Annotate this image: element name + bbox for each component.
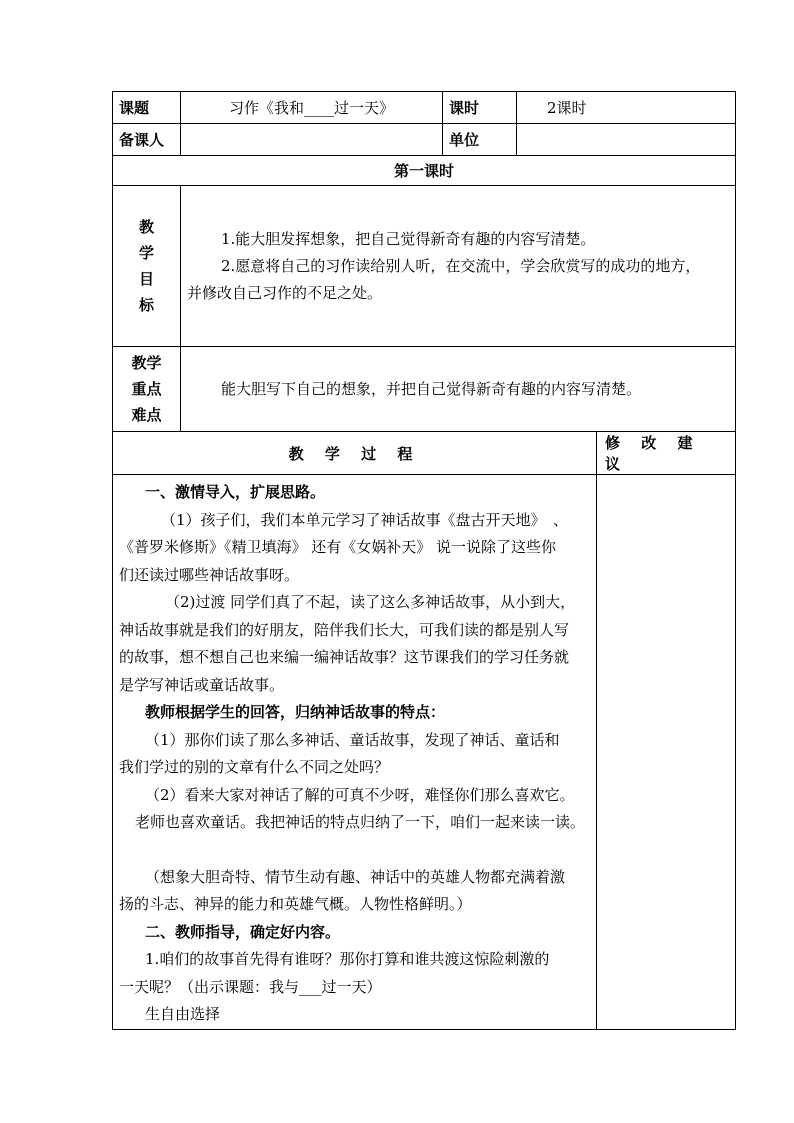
process-line: （1）孩子们，我们本单元学习了神话故事《盘古开天地》 、	[161, 510, 569, 529]
blank-line	[119, 837, 590, 864]
process-line: 是学写神话或童话故事。	[119, 675, 285, 694]
process-content	[113, 475, 597, 1030]
topic-value: 习作《我和____过一天》	[181, 92, 443, 124]
process-line: （2)过渡 同学们真了不起，读了这么多神话故事，从小到大，	[165, 593, 576, 611]
section-title-row	[113, 156, 736, 186]
objectives-label: 教 学 目 标	[113, 186, 181, 347]
hours-value: 2课时	[517, 92, 736, 124]
process-line: （想象大胆奇特、情节生动有趣、神话中的英雄人物都充满着激	[145, 867, 566, 886]
process-line: 生自由选择	[145, 1005, 221, 1023]
process-line: 的故事，想不想自己也来编一编神话故事？这节课我们的学习任务就	[119, 648, 570, 666]
process-line: 神话故事就是我们的好朋友，陪伴我们长大，可我们读的都是别人写	[119, 620, 570, 639]
process-heading-2: 二、教师指导，确定好内容。	[145, 922, 341, 941]
process-row	[113, 475, 736, 1030]
preparer-row	[113, 124, 736, 156]
section-title: 第一课时	[113, 156, 736, 186]
lesson-plan-table	[112, 91, 736, 1030]
process-line: 我们学过的别的文章有什么不同之处吗？	[119, 758, 390, 776]
process-line: 们还读过哪些神话故事呀。	[119, 565, 300, 584]
objective-2-cont: 并修改自己习作的不足之处。	[187, 283, 383, 302]
key-points-label: 教学 重点 难点	[113, 347, 181, 432]
revision-content	[597, 475, 736, 1030]
process-line: 1.咱们的故事首先得有谁呀？那你打算和谁共渡这惊险刺激的	[145, 950, 550, 968]
objective-1: 1.能大胆发挥想象，把自己觉得新奇有趣的内容写清楚。	[221, 229, 596, 248]
process-line: 《普罗米修斯》《精卫填海》 还有《女娲补天》 说一说除了这些你	[119, 538, 557, 556]
process-heading-1: 一、激情导入，扩展思路。	[145, 483, 326, 501]
objective-2: 2.愿意将自己的习作读给别人听，在交流中，学会欣赏写的成功的地方，	[221, 256, 701, 275]
process-line: 老师也喜欢童话。我把神话的特点归纳了一下，咱们一起来读一读。	[135, 813, 586, 831]
topic-row	[113, 92, 736, 124]
process-header: 教 学 过 程	[113, 432, 597, 475]
process-line: （1）那你们读了那么多神话、童话故事，发现了神话、童话和	[145, 730, 560, 749]
objectives-row	[113, 186, 736, 347]
preparer-value	[181, 124, 443, 156]
topic-label: 课题	[113, 92, 181, 124]
unit-value	[517, 124, 736, 156]
process-line: 扬的斗志、神异的能力和英雄气概。人物性格鲜明。）	[119, 895, 472, 913]
process-line: （2）看来大家对神话了解的可真不少呀，难怪你们那么喜欢它。	[145, 785, 575, 804]
preparer-label: 备课人	[113, 124, 181, 156]
unit-label: 单位	[443, 124, 517, 156]
hours-label: 课时	[443, 92, 517, 124]
process-line: 一天呢？（出示课题：我与___过一天）	[119, 977, 382, 996]
objectives-content	[181, 186, 736, 347]
process-header-row	[113, 432, 736, 475]
revision-header: 修 改 建 议	[597, 432, 736, 475]
key-points-content: 能大胆写下自己的想象，并把自己觉得新奇有趣的内容写清楚。	[181, 347, 736, 432]
process-subheading: 教师根据学生的回答，归纳神话故事的特点：	[145, 703, 446, 721]
key-points-row	[113, 347, 736, 432]
